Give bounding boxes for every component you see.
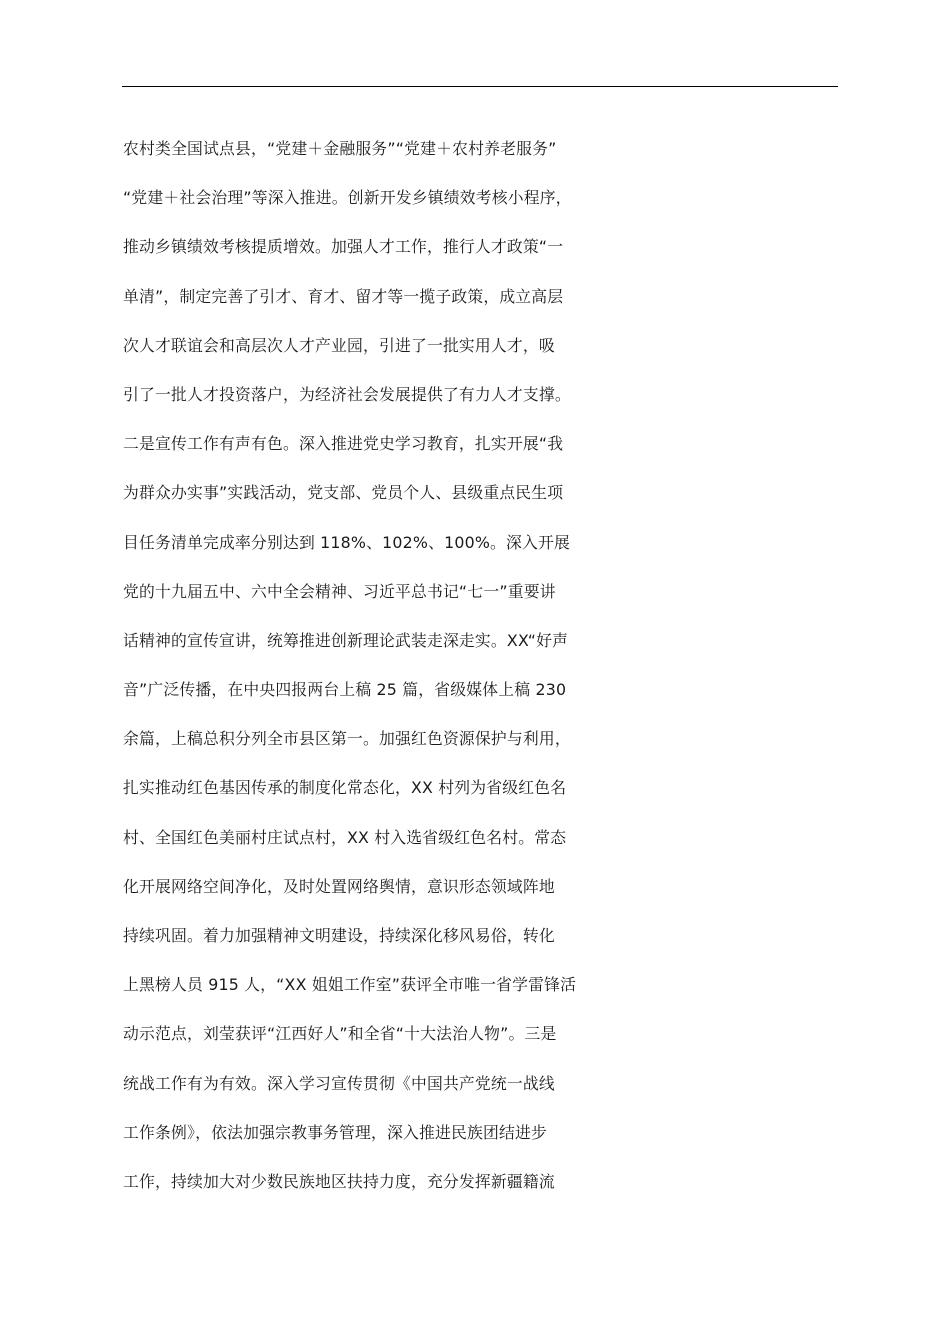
text-line: 二是宣传工作有声有色。深入推进党史学习教育，扎实开展“我 [123,434,564,454]
header-rule [122,86,838,87]
text-line: 持续巩固。着力加强精神文明建设，持续深化移风易俗，转化 [123,926,555,945]
text-line: 话精神的宣传宣讲，统筹推进创新理论武装走深走实。XX“好声 [123,630,569,650]
text-line: 音”广泛传播，在中央四报两台上稿 25 篇，省级媒体上稿 230 [123,680,567,700]
text-line: 工作条例》，依法加强宗教事务管理，深入推进民族团结进步 [123,1122,548,1142]
text-line: “党建＋社会治理”等深入推进。创新开发乡镇绩效考核小程序， [123,188,572,208]
text-line: 余篇，上稿总积分列全市县区第一。加强红色资源保护与利用， [123,729,571,749]
text-line: 农村类全国试点县，“党建＋金融服务”“党建＋农村养老服务” [123,139,557,158]
text-line: 党的十九届五中、六中全会精神、习近平总书记“七一”重要讲 [123,581,556,601]
text-line: 动示范点，刘莹获评“江西好人”和全省“十大法治人物”。三是 [123,1024,557,1044]
text-line: 扎实推动红色基因传承的制度化常态化，XX 村列为省级红色名 [123,778,567,798]
text-line: 为群众办实事”实践活动，党支部、党员个人、县级重点民生项 [123,483,564,503]
text-line: 次人才联谊会和高层次人才产业园，引进了一批实用人才，吸 [123,335,555,355]
text-line: 统战工作有为有效。深入学习宣传贯彻《中国共产党统一战线 [123,1073,555,1093]
text-line: 化开展网络空间净化，及时处置网络舆情，意识形态领域阵地 [123,876,555,896]
text-line: 引了一批人才投资落户，为经济社会发展提供了有力人才支撑。 [123,384,571,404]
text-line: 单清”，制定完善了引才、育才、留才等一揽子政策，成立高层 [123,286,564,306]
text-line: 上黑榜人员 915 人，“XX 姐姐工作室”获评全市唯一省学雷锋活 [123,975,577,995]
body-paragraph [123,124,853,1206]
text-line: 目任务清单完成率分别达到 118%、102%、100%。深入开展 [123,532,571,552]
text-line: 村、全国红色美丽村庄试点村，XX 村入选省级红色名村。常态 [123,827,567,847]
text-line: 推动乡镇绩效考核提质增效。加强人才工作，推行人才政策“一 [123,237,564,257]
text-line: 工作，持续加大对少数民族地区扶持力度，充分发挥新疆籍流 [123,1171,555,1191]
